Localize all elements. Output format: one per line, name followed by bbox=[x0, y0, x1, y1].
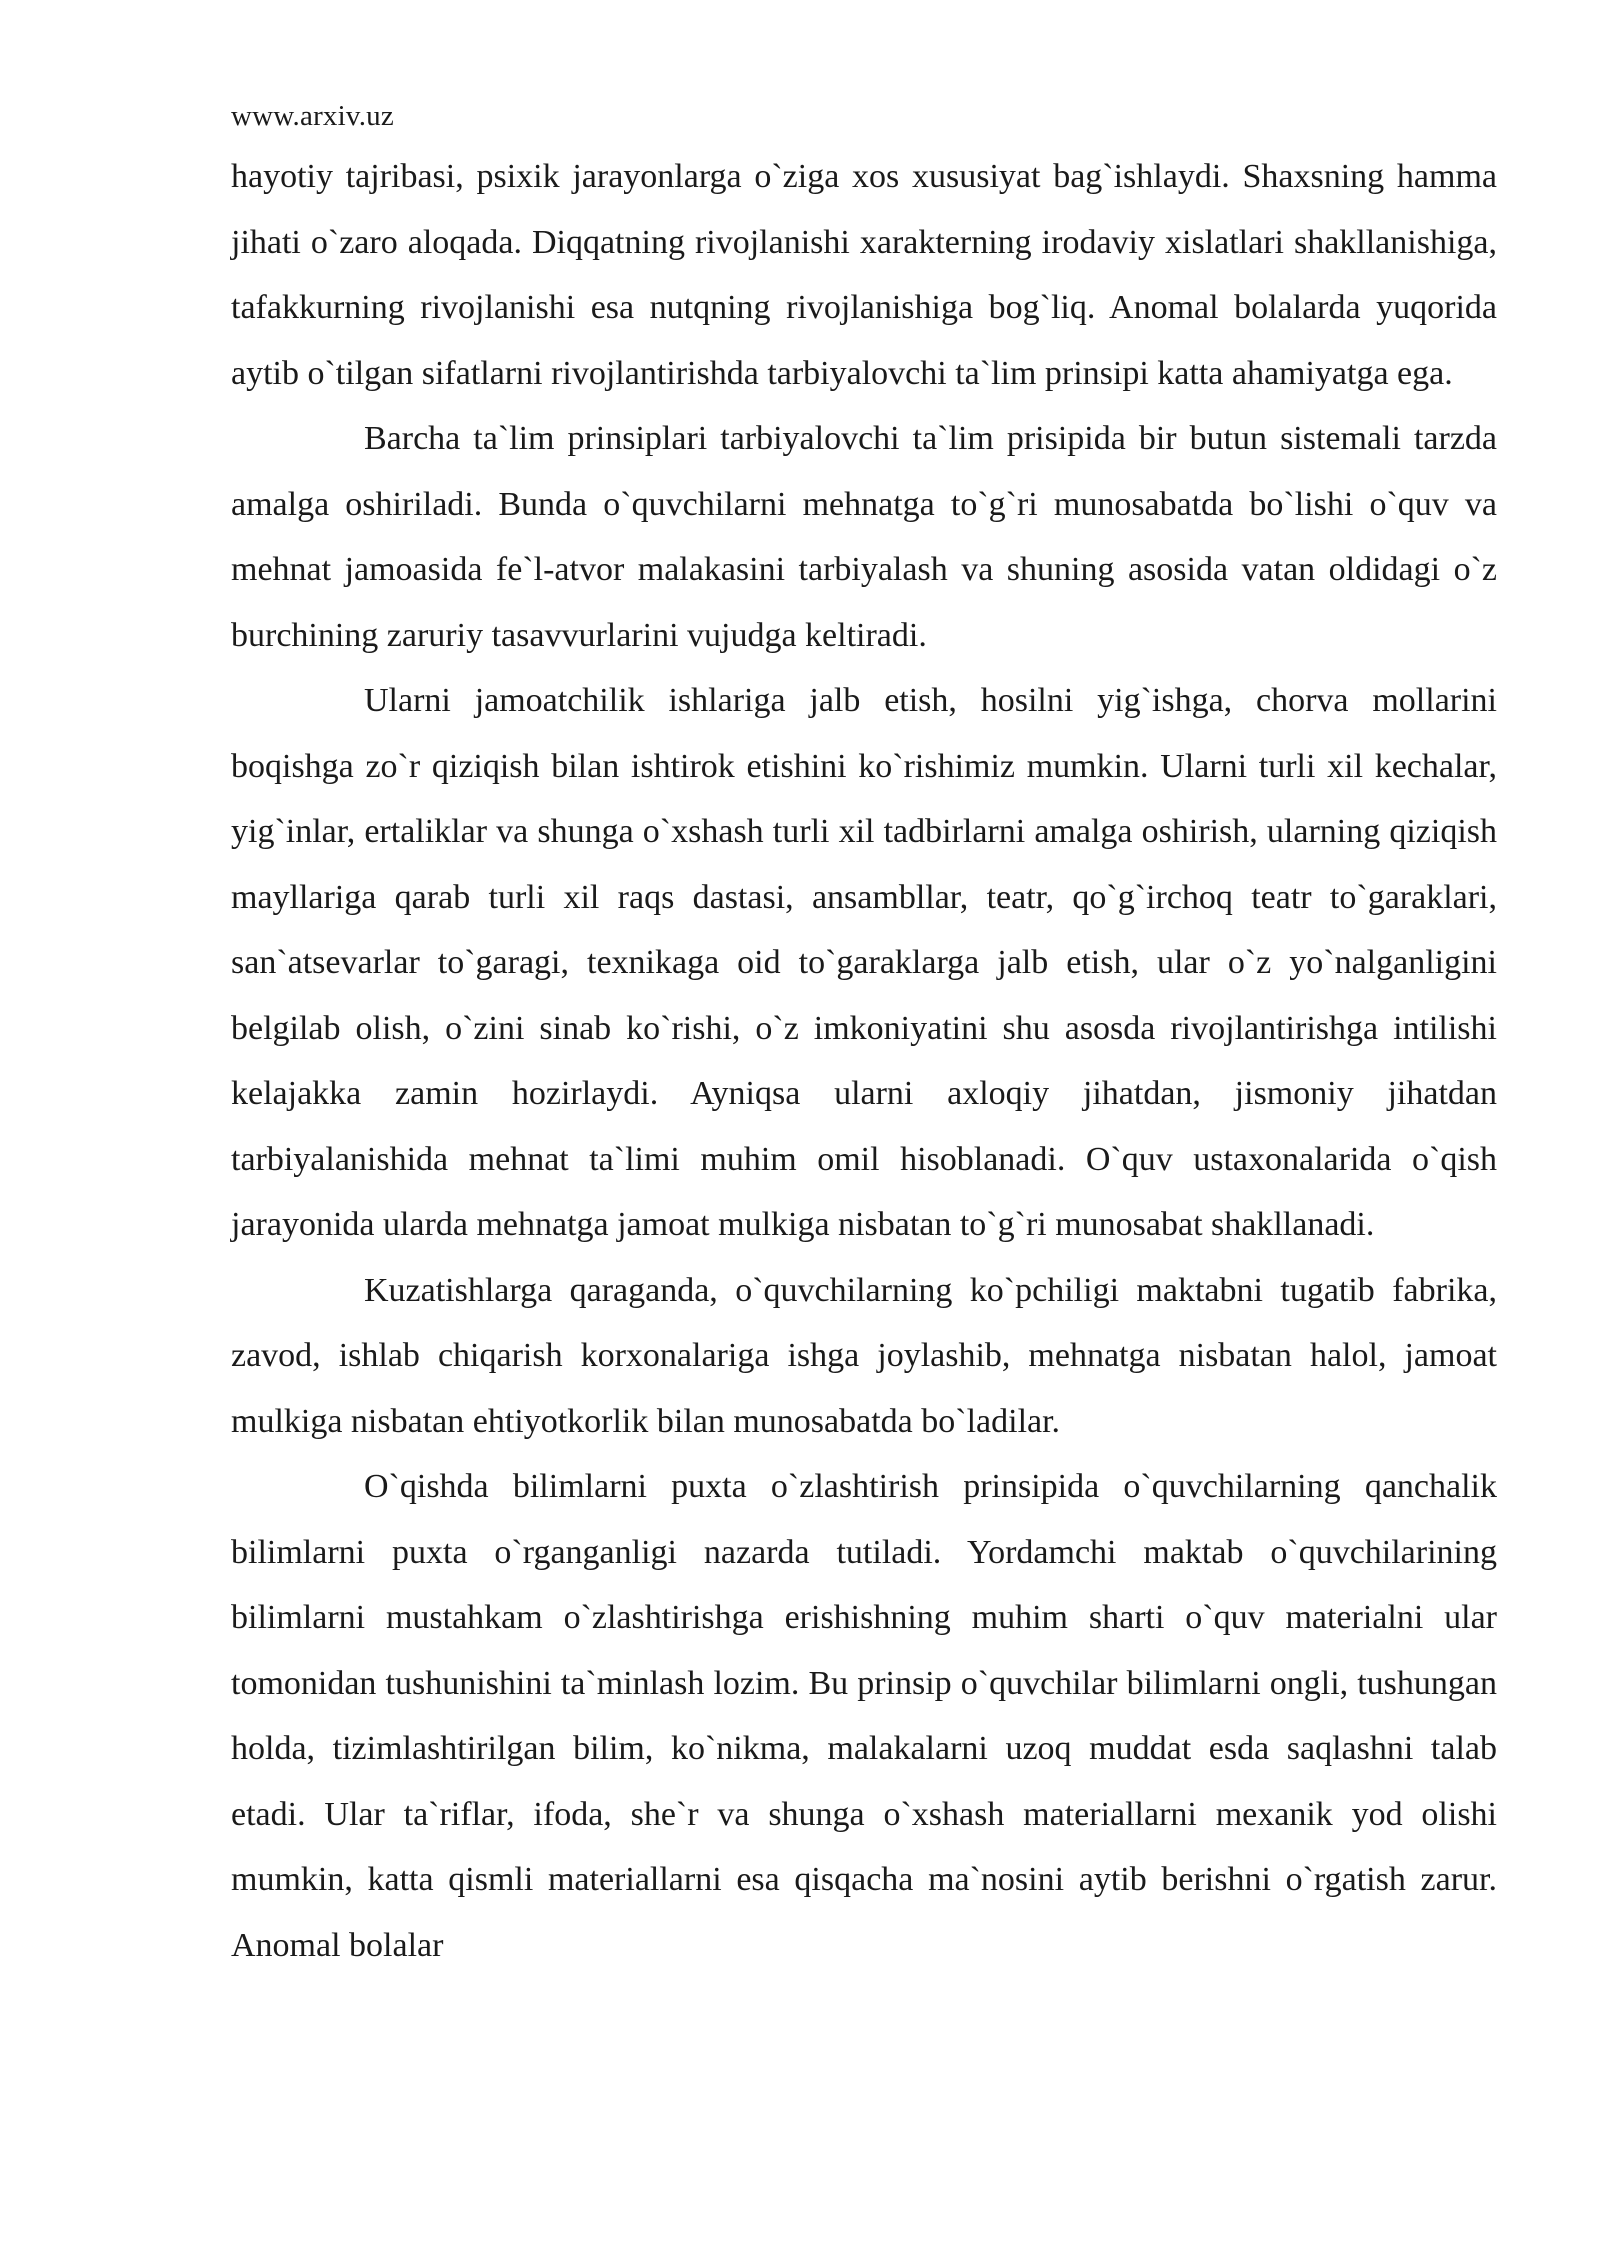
paragraph-continuation: hayotiy tajribasi, psixik jarayonlarga o`ziga xos xususiyat bag`ishlaydi. Shaxsning hamma jihati o`zaro aloqada. Diqqatning rivojlanishi xarakterning irodaviy xislatlari shakllanishiga, tafakkurning rivojlanishi esa nutqning rivojlanishiga bog`liq. Anomal bolalarda yuqorida aytib o`tilgan sifatlarni rivojlantirishda tarbiyalovchi ta`lim prinsipi katta ahamiyatga ega. bbox=[231, 158, 1497, 392]
paragraph-community-work: Ularni jamoatchilik ishlariga jalb etish, hosilni yig`ishga, chorva mollarini boqishga zo`r qiziqish bilan ishtirok etishini ko`rishimiz mumkin. Ularni turli xil kechalar, yig`inlar, ertaliklar va shunga o`xshash turli xil tadbirlarni amalga oshirish, ularning qiziqish mayllariga qarab turli xil raqs dastasi, ansambllar, teatr, qo`g`irchoq teatr to`garaklari, san`atsevarlar to`garagi, texnikaga oid to`garaklarga jalb etish, ular o`z yo`nalganligini belgilab olish, o`zini sinab ko`rishi, o`z imkoniyatini shu asosda rivojlantirishga intilishi kelajakka zamin hozirlaydi. Ayniqsa ularni axloqiy jihatdan, jismoniy jihatdan tarbiyalanishida mehnat ta`limi muhim omil hisoblanadi. O`quv ustaxonalarida o`qish jarayonida ularda mehnatga jamoat mulkiga nisbatan to`g`ri munosabat shakllanadi. bbox=[231, 682, 1497, 1243]
paragraph-education-principles: Barcha ta`lim prinsiplari tarbiyalovchi ta`lim prisipida bir butun sistemali tarzda amalga oshiriladi. Bunda o`quvchilarni mehnatga to`g`ri munosabatda bo`lishi o`quv va mehnat jamoasida fe`l-atvor malakasini tarbiyalash va shuning asosida vatan oldidagi o`z burchining zaruriy tasavvurlarini vujudga keltiradi. bbox=[231, 420, 1497, 654]
body-text bbox=[231, 144, 1497, 1978]
source-url: www.arxiv.uz bbox=[231, 100, 394, 132]
paragraph-learning-principle: O`qishda bilimlarni puxta o`zlashtirish prinsipida o`quvchilarning qanchalik bilimlarni puxta o`rganganligi nazarda tutiladi. Yordamchi maktab o`quvchilarining bilimlarni mustahkam o`zlashtirishga erishishning muhim sharti o`quv materialni ular tomonidan tushunishini ta`minlash lozim. Bu prinsip o`quvchilar bilimlarni ongli, tushungan holda, tizimlashtirilgan bilim, ko`nikma, malakalarni uzoq muddat esda saqlashni talab etadi. Ular ta`riflar, ifoda, she`r va shunga o`xshash materiallarni mexanik yod olishi mumkin, katta qismli materiallarni esa qisqacha ma`nosini aytib berishni o`rgatish zarur. Anomal bolalar bbox=[231, 1468, 1497, 1964]
paragraph-observations: Kuzatishlarga qaraganda, o`quvchilarning ko`pchiligi maktabni tugatib fabrika, zavod, ishlab chiqarish korxonalariga ishga joylashib, mehnatga nisbatan halol, jamoat mulkiga nisbatan ehtiyotkorlik bilan munosabatda bo`ladilar. bbox=[231, 1271, 1497, 1440]
